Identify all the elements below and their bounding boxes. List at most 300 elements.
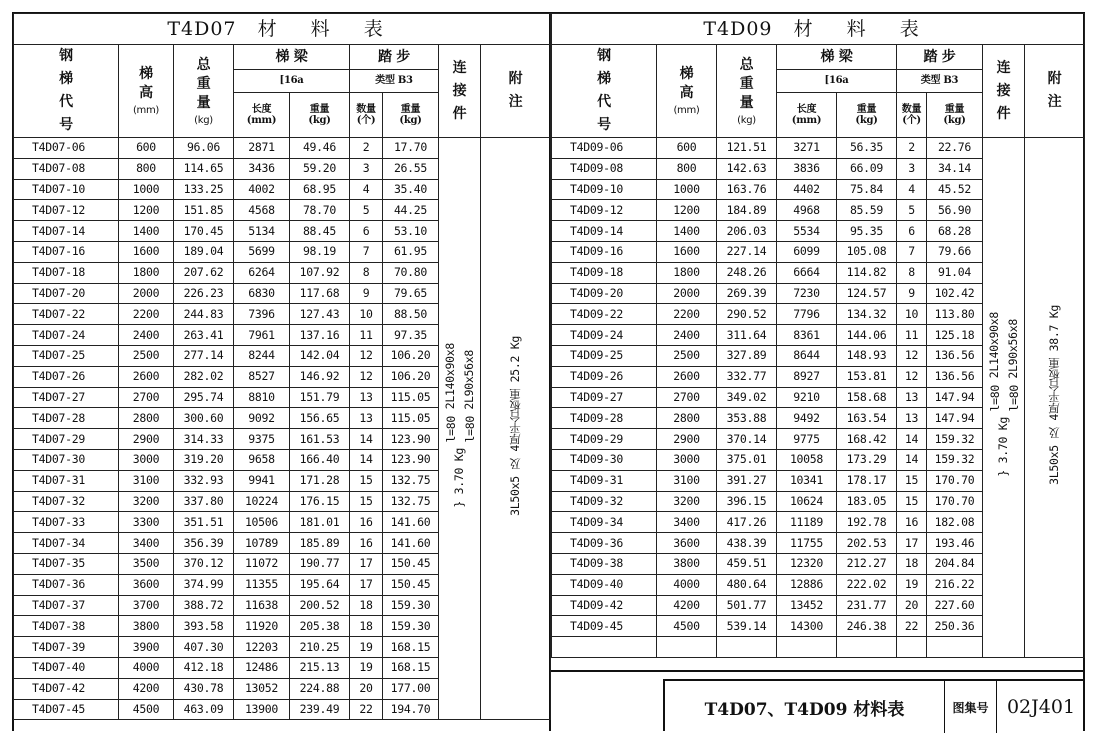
cell-length: 11189	[777, 512, 837, 533]
cell-height: 3700	[119, 595, 174, 616]
cell-qty: 13	[350, 408, 383, 429]
cell-length: 5699	[234, 241, 290, 262]
cell-height: 3000	[119, 449, 174, 470]
cell-step-weight: 250.36	[927, 616, 983, 637]
cell-beam-weight: 68.95	[290, 179, 350, 200]
cell-step-weight: 150.45	[383, 553, 439, 574]
cell-code: T4D07-33	[14, 512, 119, 533]
cell-qty: 19	[350, 637, 383, 658]
cell-height: 3800	[657, 553, 717, 574]
cell-beam-weight: 181.01	[290, 512, 350, 533]
cell-code: T4D09-29	[552, 429, 657, 450]
cell-qty: 19	[350, 657, 383, 678]
cell-beam-weight: 239.49	[290, 699, 350, 720]
cell-height: 3800	[119, 616, 174, 637]
cell-step-weight: 147.94	[927, 387, 983, 408]
cell-step-weight: 34.14	[927, 158, 983, 179]
cell-code: T4D07-35	[14, 553, 119, 574]
cell-weight: 539.14	[717, 616, 777, 637]
cell-qty: 18	[897, 553, 927, 574]
cell-height: 2200	[119, 304, 174, 325]
cell-beam-weight: 59.20	[290, 158, 350, 179]
cell-step-weight: 106.20	[383, 366, 439, 387]
cell-beam-weight: 127.43	[290, 304, 350, 325]
cell-weight: 300.60	[174, 408, 234, 429]
header-step-weight: 重量 (kg)	[383, 93, 439, 138]
cell-beam-weight: 192.78	[837, 512, 897, 533]
cell-height: 4200	[657, 595, 717, 616]
cell-step-weight: 170.70	[927, 470, 983, 491]
cell-code: T4D09-36	[552, 533, 657, 554]
empty-cell	[657, 637, 717, 658]
cell-weight: 114.65	[174, 158, 234, 179]
cell-height: 4000	[119, 657, 174, 678]
cell-qty: 7	[897, 241, 927, 262]
cell-weight: 227.14	[717, 241, 777, 262]
cell-length: 14300	[777, 616, 837, 637]
cell-step-weight: 159.32	[927, 429, 983, 450]
cell-step-weight: 147.94	[927, 408, 983, 429]
cell-step-weight: 182.08	[927, 512, 983, 533]
header-weight: 总重量 (kg)	[174, 45, 234, 138]
cell-length: 11920	[234, 616, 290, 637]
cell-length: 8927	[777, 366, 837, 387]
cell-qty: 3	[897, 158, 927, 179]
cell-height: 2900	[119, 429, 174, 450]
cell-qty: 15	[350, 491, 383, 512]
cell-height: 2400	[119, 325, 174, 346]
cell-qty: 11	[350, 325, 383, 346]
cell-beam-weight: 134.32	[837, 304, 897, 325]
cell-height: 3100	[119, 470, 174, 491]
cell-height: 3500	[119, 553, 174, 574]
cell-code: T4D09-22	[552, 304, 657, 325]
cell-weight: 463.09	[174, 699, 234, 720]
cell-code: T4D07-10	[14, 179, 119, 200]
cell-length: 4568	[234, 200, 290, 221]
cell-beam-weight: 200.52	[290, 595, 350, 616]
cell-weight: 337.80	[174, 491, 234, 512]
cell-step-weight: 26.55	[383, 158, 439, 179]
cell-beam-weight: 171.28	[290, 470, 350, 491]
connector-spec-2: 2L90x56x8	[1005, 318, 1020, 379]
cell-code: T4D09-14	[552, 221, 657, 242]
connector-weight: } 3.70 Kg	[996, 417, 1010, 477]
cell-qty: 10	[350, 304, 383, 325]
cell-qty: 12	[897, 345, 927, 366]
header-step-weight: 重量 (kg)	[927, 93, 983, 138]
cell-code: T4D07-08	[14, 158, 119, 179]
cell-step-weight: 159.30	[383, 616, 439, 637]
title-code: T4D09	[703, 17, 773, 40]
cell-length: 3271	[777, 138, 837, 159]
cell-length: 4002	[234, 179, 290, 200]
cell-step-weight: 79.65	[383, 283, 439, 304]
cell-weight: 388.72	[174, 595, 234, 616]
cell-weight: 142.63	[717, 158, 777, 179]
cell-height: 800	[657, 158, 717, 179]
cell-height: 2500	[119, 345, 174, 366]
cell-length: 8361	[777, 325, 837, 346]
cell-beam-weight: 166.40	[290, 449, 350, 470]
cell-height: 2400	[657, 325, 717, 346]
cell-qty: 2	[350, 138, 383, 159]
cell-length: 11355	[234, 574, 290, 595]
cell-length: 11072	[234, 553, 290, 574]
cell-code: T4D07-14	[14, 221, 119, 242]
cell-beam-weight: 202.53	[837, 533, 897, 554]
connector-spec-1: 2L140x90x8	[986, 312, 1001, 379]
cell-code: T4D09-26	[552, 366, 657, 387]
cell-length: 12486	[234, 657, 290, 678]
header-code: 钢梯代号	[14, 45, 119, 138]
cell-length: 5134	[234, 221, 290, 242]
cell-step-weight: 123.90	[383, 449, 439, 470]
cell-beam-weight: 66.09	[837, 158, 897, 179]
cell-weight: 370.12	[174, 553, 234, 574]
cell-code: T4D07-36	[14, 574, 119, 595]
cell-step-weight: 68.28	[927, 221, 983, 242]
cell-beam-weight: 161.53	[290, 429, 350, 450]
cell-height: 2500	[657, 345, 717, 366]
cell-code: T4D07-24	[14, 325, 119, 346]
title-block-name: T4D07、T4D09 材料表	[665, 681, 945, 733]
cell-height: 4500	[657, 616, 717, 637]
header-beam: 梯 梁	[777, 45, 897, 70]
cell-step-weight: 159.30	[383, 595, 439, 616]
cell-weight: 170.45	[174, 221, 234, 242]
cell-qty: 20	[350, 678, 383, 699]
cell-weight: 396.15	[717, 491, 777, 512]
cell-beam-weight: 124.57	[837, 283, 897, 304]
cell-height: 1800	[119, 262, 174, 283]
cell-code: T4D07-25	[14, 345, 119, 366]
cell-weight: 459.51	[717, 553, 777, 574]
cell-length: 10341	[777, 470, 837, 491]
cell-qty: 18	[350, 616, 383, 637]
cell-beam-weight: 88.45	[290, 221, 350, 242]
cell-qty: 14	[897, 449, 927, 470]
right-table-body	[552, 138, 1085, 658]
cell-height: 1000	[119, 179, 174, 200]
cell-weight: 277.14	[174, 345, 234, 366]
cell-step-weight: 106.20	[383, 345, 439, 366]
cell-height: 600	[657, 138, 717, 159]
cell-length: 13900	[234, 699, 290, 720]
cell-height: 3200	[119, 491, 174, 512]
cell-qty: 3	[350, 158, 383, 179]
cell-weight: 391.27	[717, 470, 777, 491]
header-connector: 连接件	[439, 45, 481, 138]
cell-height: 2600	[119, 366, 174, 387]
header-qty: 数量 (个)	[350, 93, 383, 138]
empty-cell	[552, 637, 657, 658]
cell-weight: 319.20	[174, 449, 234, 470]
cell-beam-weight: 117.68	[290, 283, 350, 304]
cell-code: T4D07-38	[14, 616, 119, 637]
cell-qty: 22	[350, 699, 383, 720]
cell-weight: 438.39	[717, 533, 777, 554]
cell-qty: 13	[350, 387, 383, 408]
cell-beam-weight: 183.05	[837, 491, 897, 512]
cell-beam-weight: 153.81	[837, 366, 897, 387]
header-height: 梯高 (mm)	[119, 45, 174, 138]
cell-weight: 269.39	[717, 283, 777, 304]
cell-length: 7396	[234, 304, 290, 325]
cell-beam-weight: 144.06	[837, 325, 897, 346]
cell-length: 8244	[234, 345, 290, 366]
cell-height: 2700	[657, 387, 717, 408]
cell-step-weight: 44.25	[383, 200, 439, 221]
cell-qty: 9	[350, 283, 383, 304]
cell-step-weight: 88.50	[383, 304, 439, 325]
cell-code: T4D09-31	[552, 470, 657, 491]
cell-beam-weight: 176.15	[290, 491, 350, 512]
cell-qty: 15	[897, 491, 927, 512]
cell-weight: 311.64	[717, 325, 777, 346]
cell-height: 1400	[119, 221, 174, 242]
cell-length: 9092	[234, 408, 290, 429]
header-beam-sub: [16a	[234, 69, 350, 93]
cell-length: 10506	[234, 512, 290, 533]
cell-beam-weight: 142.04	[290, 345, 350, 366]
cell-code: T4D09-28	[552, 408, 657, 429]
cell-length: 8644	[777, 345, 837, 366]
cell-code: T4D09-25	[552, 345, 657, 366]
cell-step-weight: 136.56	[927, 366, 983, 387]
cell-height: 3200	[657, 491, 717, 512]
header-beam: 梯 梁	[234, 45, 350, 70]
cell-beam-weight: 163.54	[837, 408, 897, 429]
cell-beam-weight: 215.13	[290, 657, 350, 678]
note-text: 3L50x5 及 4厚平台板重 25.2 Kg	[508, 335, 523, 516]
cell-beam-weight: 173.29	[837, 449, 897, 470]
cell-beam-weight: 168.42	[837, 429, 897, 450]
cell-step-weight: 170.70	[927, 491, 983, 512]
cell-qty: 7	[350, 241, 383, 262]
cell-height: 3600	[119, 574, 174, 595]
cell-weight: 375.01	[717, 449, 777, 470]
cell-weight: 263.41	[174, 325, 234, 346]
cell-code: T4D07-20	[14, 283, 119, 304]
cell-code: T4D09-38	[552, 553, 657, 574]
cell-weight: 163.76	[717, 179, 777, 200]
cell-beam-weight: 156.65	[290, 408, 350, 429]
cell-length: 7230	[777, 283, 837, 304]
cell-qty: 4	[350, 179, 383, 200]
header-weight: 总重量 (kg)	[717, 45, 777, 138]
title-text: 材 料 表	[257, 17, 397, 40]
cell-weight: 314.33	[174, 429, 234, 450]
cell-beam-weight: 49.46	[290, 138, 350, 159]
cell-step-weight: 159.32	[927, 449, 983, 470]
cell-step-weight: 123.90	[383, 429, 439, 450]
cell-weight: 501.77	[717, 595, 777, 616]
connector-spec-1: 2L140x90x8	[442, 343, 457, 410]
cell-qty: 19	[897, 574, 927, 595]
cell-weight: 295.74	[174, 387, 234, 408]
cell-length: 6664	[777, 262, 837, 283]
cell-step-weight: 115.05	[383, 387, 439, 408]
cell-weight: 430.78	[174, 678, 234, 699]
cell-height: 3900	[119, 637, 174, 658]
header-note: 附注	[1025, 45, 1085, 138]
cell-code: T4D09-06	[552, 138, 657, 159]
cell-qty: 14	[897, 429, 927, 450]
connector-cell	[439, 138, 481, 720]
cell-qty: 17	[350, 553, 383, 574]
cell-weight: 393.58	[174, 616, 234, 637]
cell-height: 1800	[657, 262, 717, 283]
header-step-sub: 类型 B3	[897, 69, 983, 93]
cell-beam-weight: 212.27	[837, 553, 897, 574]
header-note: 附注	[481, 45, 551, 138]
cell-code: T4D09-24	[552, 325, 657, 346]
cell-qty: 9	[897, 283, 927, 304]
cell-weight: 121.51	[717, 138, 777, 159]
cell-weight: 207.62	[174, 262, 234, 283]
cell-step-weight: 35.40	[383, 179, 439, 200]
cell-code: T4D07-27	[14, 387, 119, 408]
cell-weight: 374.99	[174, 574, 234, 595]
header-step: 踏 步	[897, 45, 983, 70]
cell-qty: 14	[350, 449, 383, 470]
cell-beam-weight: 105.08	[837, 241, 897, 262]
cell-code: T4D07-22	[14, 304, 119, 325]
material-table-t4d09	[551, 13, 1085, 658]
cell-beam-weight: 107.92	[290, 262, 350, 283]
cell-step-weight: 79.66	[927, 241, 983, 262]
header-step: 踏 步	[350, 45, 439, 70]
cell-step-weight: 53.10	[383, 221, 439, 242]
cell-qty: 4	[897, 179, 927, 200]
cell-step-weight: 193.46	[927, 533, 983, 554]
header-beam-sub: [16a	[777, 69, 897, 93]
cell-height: 2700	[119, 387, 174, 408]
cell-weight: 332.93	[174, 470, 234, 491]
cell-code: T4D07-12	[14, 200, 119, 221]
cell-code: T4D07-31	[14, 470, 119, 491]
cell-step-weight: 216.22	[927, 574, 983, 595]
cell-qty: 22	[897, 616, 927, 637]
cell-beam-weight: 190.77	[290, 553, 350, 574]
cell-beam-weight: 75.84	[837, 179, 897, 200]
cell-step-weight: 141.60	[383, 533, 439, 554]
cell-code: T4D07-06	[14, 138, 119, 159]
cell-length: 8810	[234, 387, 290, 408]
cell-step-weight: 56.90	[927, 200, 983, 221]
cell-weight: 332.77	[717, 366, 777, 387]
cell-qty: 6	[350, 221, 383, 242]
cell-qty: 11	[897, 325, 927, 346]
cell-height: 2600	[657, 366, 717, 387]
cell-code: T4D07-30	[14, 449, 119, 470]
cell-weight: 133.25	[174, 179, 234, 200]
cell-qty: 17	[897, 533, 927, 554]
cell-length: 10224	[234, 491, 290, 512]
cell-beam-weight: 178.17	[837, 470, 897, 491]
cell-height: 3400	[657, 512, 717, 533]
cell-height: 2800	[119, 408, 174, 429]
cell-beam-weight: 85.59	[837, 200, 897, 221]
cell-length: 10058	[777, 449, 837, 470]
cell-weight: 327.89	[717, 345, 777, 366]
cell-weight: 282.02	[174, 366, 234, 387]
header-step-sub: 类型 B3	[350, 69, 439, 93]
cell-qty: 12	[350, 345, 383, 366]
atlas-number: 02J401	[1006, 696, 1076, 718]
cell-weight: 353.88	[717, 408, 777, 429]
note-cell	[481, 138, 551, 720]
cell-step-weight: 177.00	[383, 678, 439, 699]
cell-code: T4D07-32	[14, 491, 119, 512]
cell-qty: 13	[897, 387, 927, 408]
cell-length: 7961	[234, 325, 290, 346]
cell-length: 13452	[777, 595, 837, 616]
empty-cell	[837, 637, 897, 658]
cell-length: 5534	[777, 221, 837, 242]
empty-cell	[927, 637, 983, 658]
cell-qty: 8	[350, 262, 383, 283]
cell-length: 9375	[234, 429, 290, 450]
cell-beam-weight: 114.82	[837, 262, 897, 283]
cell-step-weight: 227.60	[927, 595, 983, 616]
cell-weight: 248.26	[717, 262, 777, 283]
cell-qty: 15	[350, 470, 383, 491]
cell-step-weight: 132.75	[383, 491, 439, 512]
cell-height: 2900	[657, 429, 717, 450]
cell-weight: 356.39	[174, 533, 234, 554]
cell-code: T4D09-32	[552, 491, 657, 512]
cell-code: T4D09-20	[552, 283, 657, 304]
cell-code: T4D07-29	[14, 429, 119, 450]
title-code: T4D07	[167, 17, 237, 40]
cell-qty: 20	[897, 595, 927, 616]
cell-code: T4D07-16	[14, 241, 119, 262]
cell-length: 3436	[234, 158, 290, 179]
cell-code: T4D09-42	[552, 595, 657, 616]
cell-beam-weight: 222.02	[837, 574, 897, 595]
cell-beam-weight: 151.79	[290, 387, 350, 408]
cell-weight: 417.26	[717, 512, 777, 533]
cell-length: 9775	[777, 429, 837, 450]
header-height: 梯高 (mm)	[657, 45, 717, 138]
cell-weight: 189.04	[174, 241, 234, 262]
cell-beam-weight: 95.35	[837, 221, 897, 242]
cell-code: T4D09-12	[552, 200, 657, 221]
cell-length: 12886	[777, 574, 837, 595]
cell-height: 3600	[657, 533, 717, 554]
title-text: 材 料 表	[793, 17, 933, 40]
cell-weight: 184.89	[717, 200, 777, 221]
cell-length: 11638	[234, 595, 290, 616]
table-title	[552, 14, 1085, 45]
cell-height: 3100	[657, 470, 717, 491]
cell-length: 9658	[234, 449, 290, 470]
cell-qty: 2	[897, 138, 927, 159]
cell-code: T4D09-08	[552, 158, 657, 179]
cell-length: 7796	[777, 304, 837, 325]
cell-qty: 16	[350, 533, 383, 554]
cell-height: 600	[119, 138, 174, 159]
cell-beam-weight: 78.70	[290, 200, 350, 221]
cell-weight: 349.02	[717, 387, 777, 408]
cell-beam-weight: 210.25	[290, 637, 350, 658]
cell-length: 6830	[234, 283, 290, 304]
cell-step-weight: 150.45	[383, 574, 439, 595]
connector-len-2: l=80	[1007, 384, 1021, 412]
connector-len-2: l=80	[463, 415, 477, 443]
